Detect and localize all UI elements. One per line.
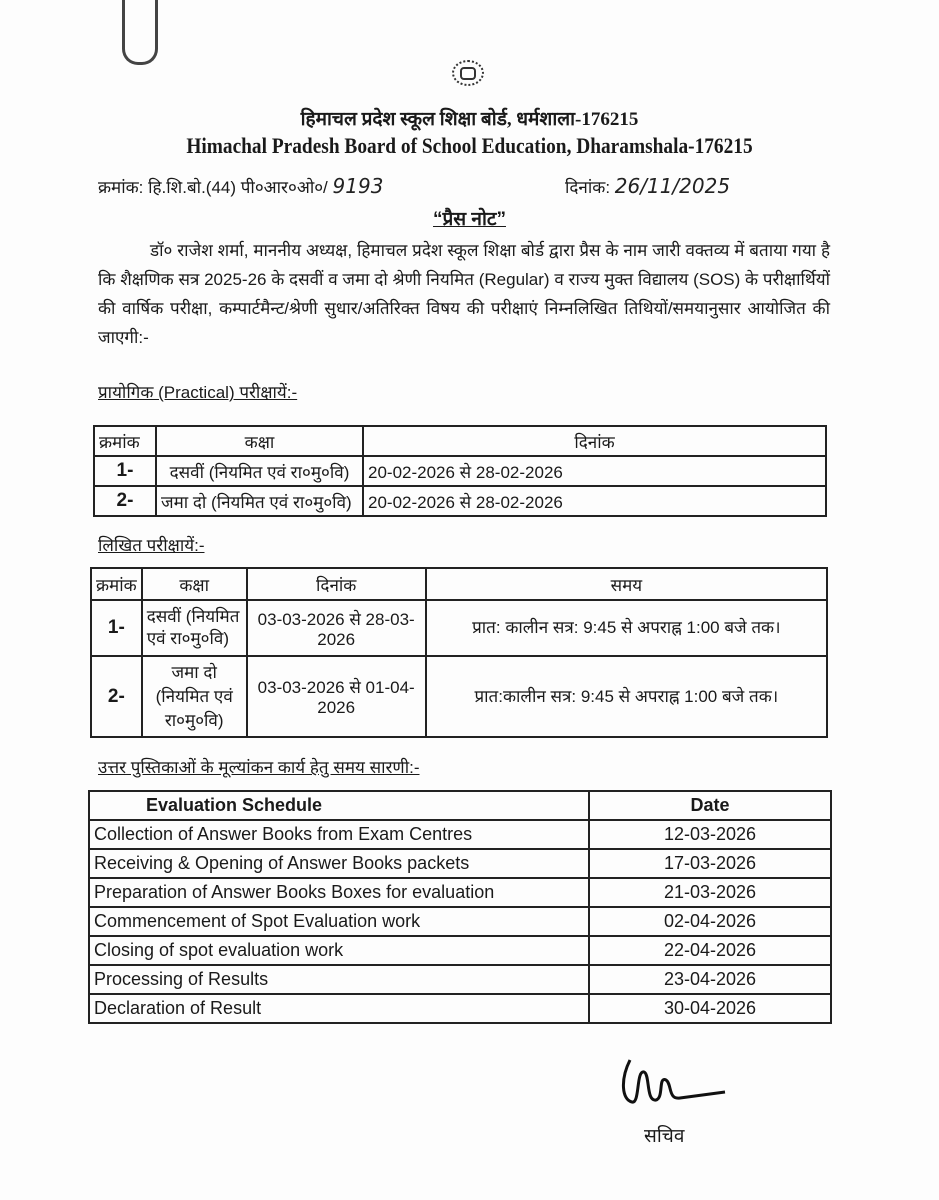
date-cell: 03-03-2026 से 28-03-2026 bbox=[247, 600, 426, 656]
serial-cell: 2- bbox=[94, 486, 156, 516]
class-cell: जमा दो (नियमित एवं रा०मु०वि) bbox=[156, 486, 363, 516]
task-cell: Collection of Answer Books from Exam Centres bbox=[89, 820, 589, 849]
date-value: 26/11/2025 bbox=[614, 174, 731, 198]
reference-number bbox=[98, 174, 383, 198]
serial-cell: 2- bbox=[91, 656, 142, 737]
table-row bbox=[89, 820, 831, 849]
board-title-hindi: हिमाचल प्रदेश स्कूल शिक्षा बोर्ड, धर्मशाला-176215 bbox=[300, 109, 639, 130]
date-cell: 30-04-2026 bbox=[589, 994, 831, 1023]
col-date: दिनांक bbox=[247, 568, 426, 600]
intro-paragraph: डॉ० राजेश शर्मा, माननीय अध्यक्ष, हिमाचल प्रदेश स्कूल शिक्षा बोर्ड द्वारा प्रैस के नाम जारी वक्तव्य में बताया गया है कि शैक्षणिक सत्र 2025-26 के दसवीं व जमा दो श्रेणी नियमित (Regular) व राज्य मुक्त विद्यालय (SOS) के परीक्षार्थियों की वार्षिक परीक्षा, कम्पार्टमैन्ट/श्रेणी सुधार/अतिरिक्त विषय की परीक्षाएं निम्नलिखित तिथियों/समयानुसार आयोजित की जाएगी:- bbox=[98, 241, 830, 347]
serial-cell: 1- bbox=[91, 600, 142, 656]
table-row bbox=[91, 600, 827, 656]
press-note-title-text: “प्रैस नोट” bbox=[433, 209, 506, 230]
board-emblem-icon bbox=[452, 60, 484, 86]
task-cell: Commencement of Spot Evaluation work bbox=[89, 907, 589, 936]
table-row bbox=[89, 849, 831, 878]
issue-date bbox=[565, 174, 730, 198]
col-serial: क्रमांक bbox=[91, 568, 142, 600]
col-time: समय bbox=[426, 568, 827, 600]
date-cell: 12-03-2026 bbox=[589, 820, 831, 849]
table-header-row bbox=[89, 791, 831, 820]
table-row bbox=[94, 456, 826, 486]
date-cell: 20-02-2026 से 28-02-2026 bbox=[363, 486, 826, 516]
table-row bbox=[89, 965, 831, 994]
evaluation-heading: उत्तर पुस्तिकाओं के मूल्यांकन कार्य हेतु समय सारणी:- bbox=[98, 758, 420, 777]
date-cell: 23-04-2026 bbox=[589, 965, 831, 994]
task-cell: Declaration of Result bbox=[89, 994, 589, 1023]
task-cell: Receiving & Opening of Answer Books packets bbox=[89, 849, 589, 878]
signatory-title: सचिव bbox=[644, 1126, 685, 1147]
col-serial: क्रमांक bbox=[94, 426, 156, 456]
table-header-row bbox=[94, 426, 826, 456]
date-cell: 03-03-2026 से 01-04-2026 bbox=[247, 656, 426, 737]
date-cell: 17-03-2026 bbox=[589, 849, 831, 878]
date-cell: 20-02-2026 से 28-02-2026 bbox=[363, 456, 826, 486]
class-cell: दसवीं (नियमित एवं रा०मु०वि) bbox=[142, 600, 247, 656]
ref-number: 9193 bbox=[332, 174, 384, 198]
table-row bbox=[89, 907, 831, 936]
col-class: कक्षा bbox=[156, 426, 363, 456]
class-cell: जमा दो (नियमित एवं रा०मु०वि) bbox=[142, 656, 247, 737]
practical-exam-table bbox=[93, 425, 827, 517]
ref-label: क्रमांक: हि.शि.बो.(44) पी०आर०ओ०/ bbox=[98, 178, 328, 197]
press-note-title bbox=[0, 205, 939, 231]
signature bbox=[610, 1040, 730, 1120]
col-date: दिनांक bbox=[363, 426, 826, 456]
table-row bbox=[89, 878, 831, 907]
task-cell: Preparation of Answer Books Boxes for evaluation bbox=[89, 878, 589, 907]
written-exam-table bbox=[90, 567, 828, 738]
task-cell: Closing of spot evaluation work bbox=[89, 936, 589, 965]
time-cell: प्रात:कालीन सत्र: 9:45 से अपराह्न 1:00 बजे तक। bbox=[426, 656, 827, 737]
serial-cell: 1- bbox=[94, 456, 156, 486]
task-cell: Processing of Results bbox=[89, 965, 589, 994]
date-cell: 22-04-2026 bbox=[589, 936, 831, 965]
date-label: दिनांक: bbox=[565, 178, 611, 197]
paperclip-icon bbox=[122, 0, 158, 65]
class-cell: दसवीं (नियमित एवं रा०मु०वि) bbox=[156, 456, 363, 486]
col-task: Evaluation Schedule bbox=[89, 791, 589, 820]
table-row bbox=[91, 656, 827, 737]
table-header-row bbox=[91, 568, 827, 600]
table-row bbox=[89, 936, 831, 965]
evaluation-schedule-table bbox=[88, 790, 832, 1024]
table-row bbox=[89, 994, 831, 1023]
date-cell: 02-04-2026 bbox=[589, 907, 831, 936]
col-class: कक्षा bbox=[142, 568, 247, 600]
col-date: Date bbox=[589, 791, 831, 820]
practical-heading: प्रायोगिक (Practical) परीक्षायें:- bbox=[98, 383, 298, 402]
date-cell: 21-03-2026 bbox=[589, 878, 831, 907]
table-row bbox=[94, 486, 826, 516]
time-cell: प्रात: कालीन सत्र: 9:45 से अपराह्न 1:00 बजे तक। bbox=[426, 600, 827, 656]
board-title-english: Himachal Pradesh Board of School Education, Dharamshala-176215 bbox=[186, 133, 753, 158]
written-heading: लिखित परीक्षायें:- bbox=[98, 536, 205, 555]
